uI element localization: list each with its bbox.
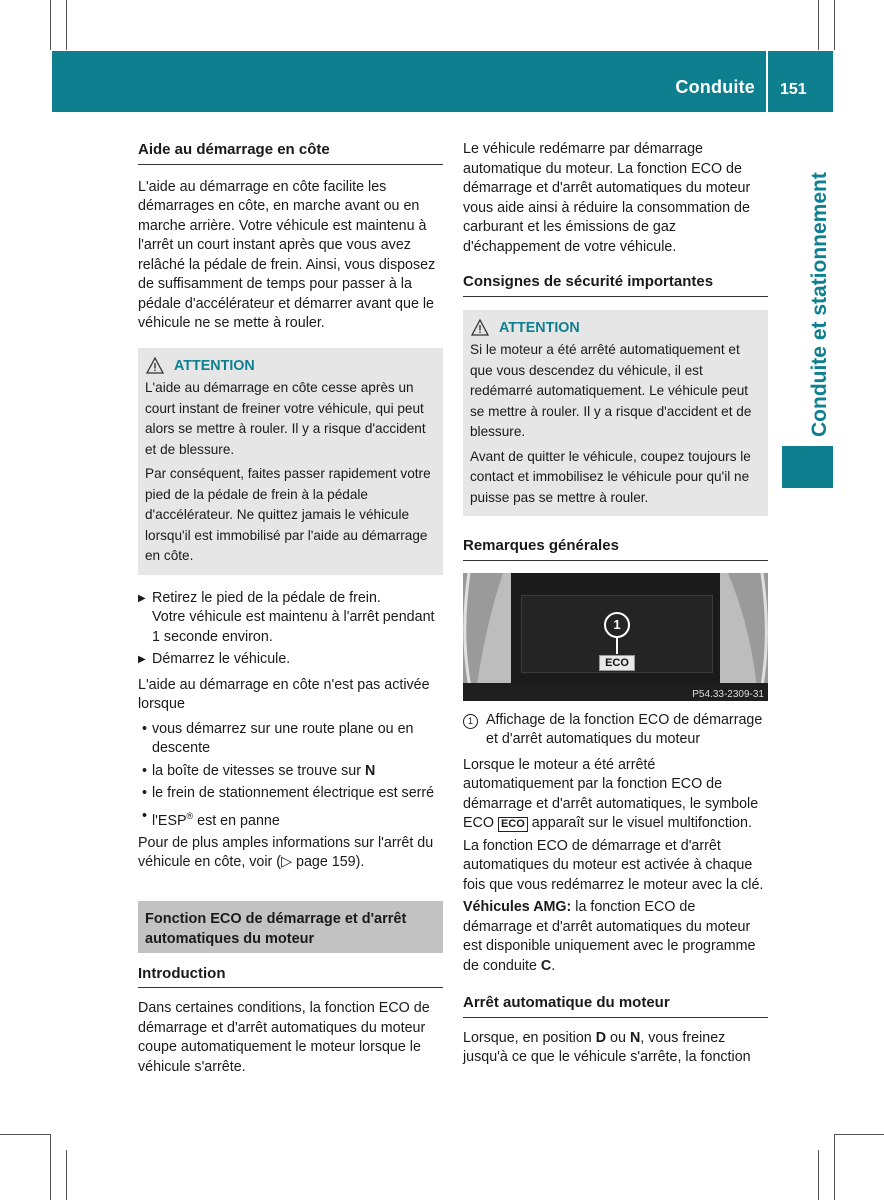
crop-mark: [818, 1150, 819, 1200]
step-text: Retirez le pied de la pédale de frein.: [152, 589, 381, 606]
side-tab-marker: [782, 446, 833, 488]
paragraph: L'aide au démarrage en côte n'est pas activée lorsque: [138, 676, 430, 712]
crop-mark: [66, 0, 67, 50]
page-title: Conduite: [675, 77, 755, 97]
page-header: [52, 51, 833, 112]
section-heading: Aide au démarrage en côte: [138, 140, 443, 165]
paragraph: L'aide au démarrage en côte facilite les démarrages en côte, en marche avant ou en marche arrière. Votre véhicule est maintenu à l'arrêt un court instant après que vous avez relâché la pédale de frein. Ainsi, vous disposez de suffisamment de temps pour passer à la pédale d'accélérateur et démarrer avant que le véhicule ne se mette à rouler.: [138, 178, 436, 331]
header-divider: [766, 51, 768, 112]
crop-mark: [50, 1134, 51, 1200]
figure-code: P54.33-2309-31: [692, 688, 764, 700]
warning-text: Avant de quitter le véhicule, coupez toujours le contact et immobilisez le véhicule pour qu'il ne puisse pas se mettre à rouler.: [470, 448, 751, 505]
instruction-step: [138, 650, 443, 670]
warning-label: ATTENTION: [499, 319, 580, 336]
paragraph: Véhicules AMG: la fonction ECO de démarrage et d'arrêt automatiques du moteur est disponible uniquement avec le programme de conduite C.: [463, 899, 756, 974]
section-heading: Arrêt automatique du moteur: [463, 993, 768, 1018]
eco-symbol-icon: ECO: [599, 655, 635, 671]
crop-mark: [834, 1134, 884, 1135]
paragraph: Le véhicule redémarre par démarrage automatique du moteur. La fonction ECO de démarrage et d'arrêt automatiques du moteur vous aide ainsi à réduire la consommation de carburant et les émissions de gaz d'échappement de votre véhicule.: [463, 141, 751, 255]
warning-text: Par conséquent, faites passer rapidement votre pied de la pédale de frein à la pédale d'accélérateur. Ne quittez jamais le véhicule lorsqu'il est immobilisé par l'aide au démarrage en côte.: [145, 466, 431, 563]
side-tab-label: Conduite et stationnement: [808, 172, 831, 437]
figure-callout: 1: [604, 612, 630, 638]
warning-label: ATTENTION: [174, 357, 255, 374]
warning-text: Si le moteur a été arrêté automatiquement et que vous descendez du véhicule, il est redémarré automatiquement. Le véhicule peut se mettre à rouler. Il y a risque d'accident et de blessure.: [470, 342, 752, 439]
warning-box: [463, 310, 768, 517]
section-heading: Consignes de sécurité importantes: [463, 272, 768, 297]
list-item: • le frein de stationnement électrique est serré: [142, 785, 435, 801]
crop-mark: [834, 1134, 835, 1200]
paragraph: Pour de plus amples informations sur l'arrêt du véhicule en côte, voir (▷ page 159).: [138, 834, 434, 871]
crop-mark: [0, 1134, 50, 1135]
instrument-cluster-figure: [463, 573, 768, 701]
crop-mark: [818, 0, 819, 50]
step-arrow-icon: ▶: [138, 592, 146, 604]
warning-text: L'aide au démarrage en côte cesse après un court instant de freiner votre véhicule, qui peut alors se mettre à rouler. Il y a risque d'accident et de blessure.: [145, 380, 426, 457]
list-item: • vous démarrez sur une route plane ou en descente: [142, 720, 414, 756]
crop-mark: [834, 0, 835, 50]
paragraph: La fonction ECO de démarrage et d'arrêt automatiques du moteur est activée à chaque fois que vous redémarrez le moteur avec la clé.: [463, 837, 764, 893]
left-column: [138, 140, 443, 1080]
right-column: [463, 140, 768, 1071]
section-heading: Remarques générales: [463, 536, 768, 561]
paragraph: Lorsque, en position D ou N, vous freinez jusqu'à ce que le véhicule s'arrête, la fonction: [463, 1029, 751, 1065]
section-heading: Introduction: [138, 964, 443, 989]
crop-mark: [66, 1150, 67, 1200]
warning-header: [470, 318, 760, 339]
paragraph: Lorsque le moteur a été arrêté automatiquement par la fonction ECO de démarrage et d'arrêt automatiques, le symbole ECO ECO apparaît sur le visuel multifonction.: [463, 756, 759, 831]
instruction-step: [138, 589, 443, 648]
warning-header: [145, 356, 435, 377]
list-item: • l'ESP® est en panne: [142, 807, 280, 829]
chapter-heading: Fonction ECO de démarrage et d'arrêt automatiques du moteur: [138, 901, 443, 953]
step-arrow-icon: ▶: [138, 654, 146, 665]
warning-triangle-icon: [146, 357, 164, 374]
warning-box: [138, 348, 443, 575]
callout-line: [616, 637, 618, 654]
page-number: 151: [780, 81, 807, 98]
figure-caption: 1 Affichage de la fonction ECO de démarrage et d'arrêt automatiques du moteur: [463, 711, 768, 750]
eco-symbol-icon: ECO: [498, 817, 528, 832]
step-result: Votre véhicule est maintenu à l'arrêt pendant 1 seconde environ.: [152, 609, 435, 645]
warning-triangle-icon: [471, 319, 489, 336]
crop-mark: [50, 0, 51, 50]
list-item: • la boîte de vitesses se trouve sur N: [142, 762, 376, 779]
paragraph: Dans certaines conditions, la fonction ECO de démarrage et d'arrêt automatiques du moteur coupe automatiquement le moteur lorsque le véhicule s'arrête.: [138, 1000, 430, 1075]
step-text: Démarrez le véhicule.: [152, 651, 291, 667]
